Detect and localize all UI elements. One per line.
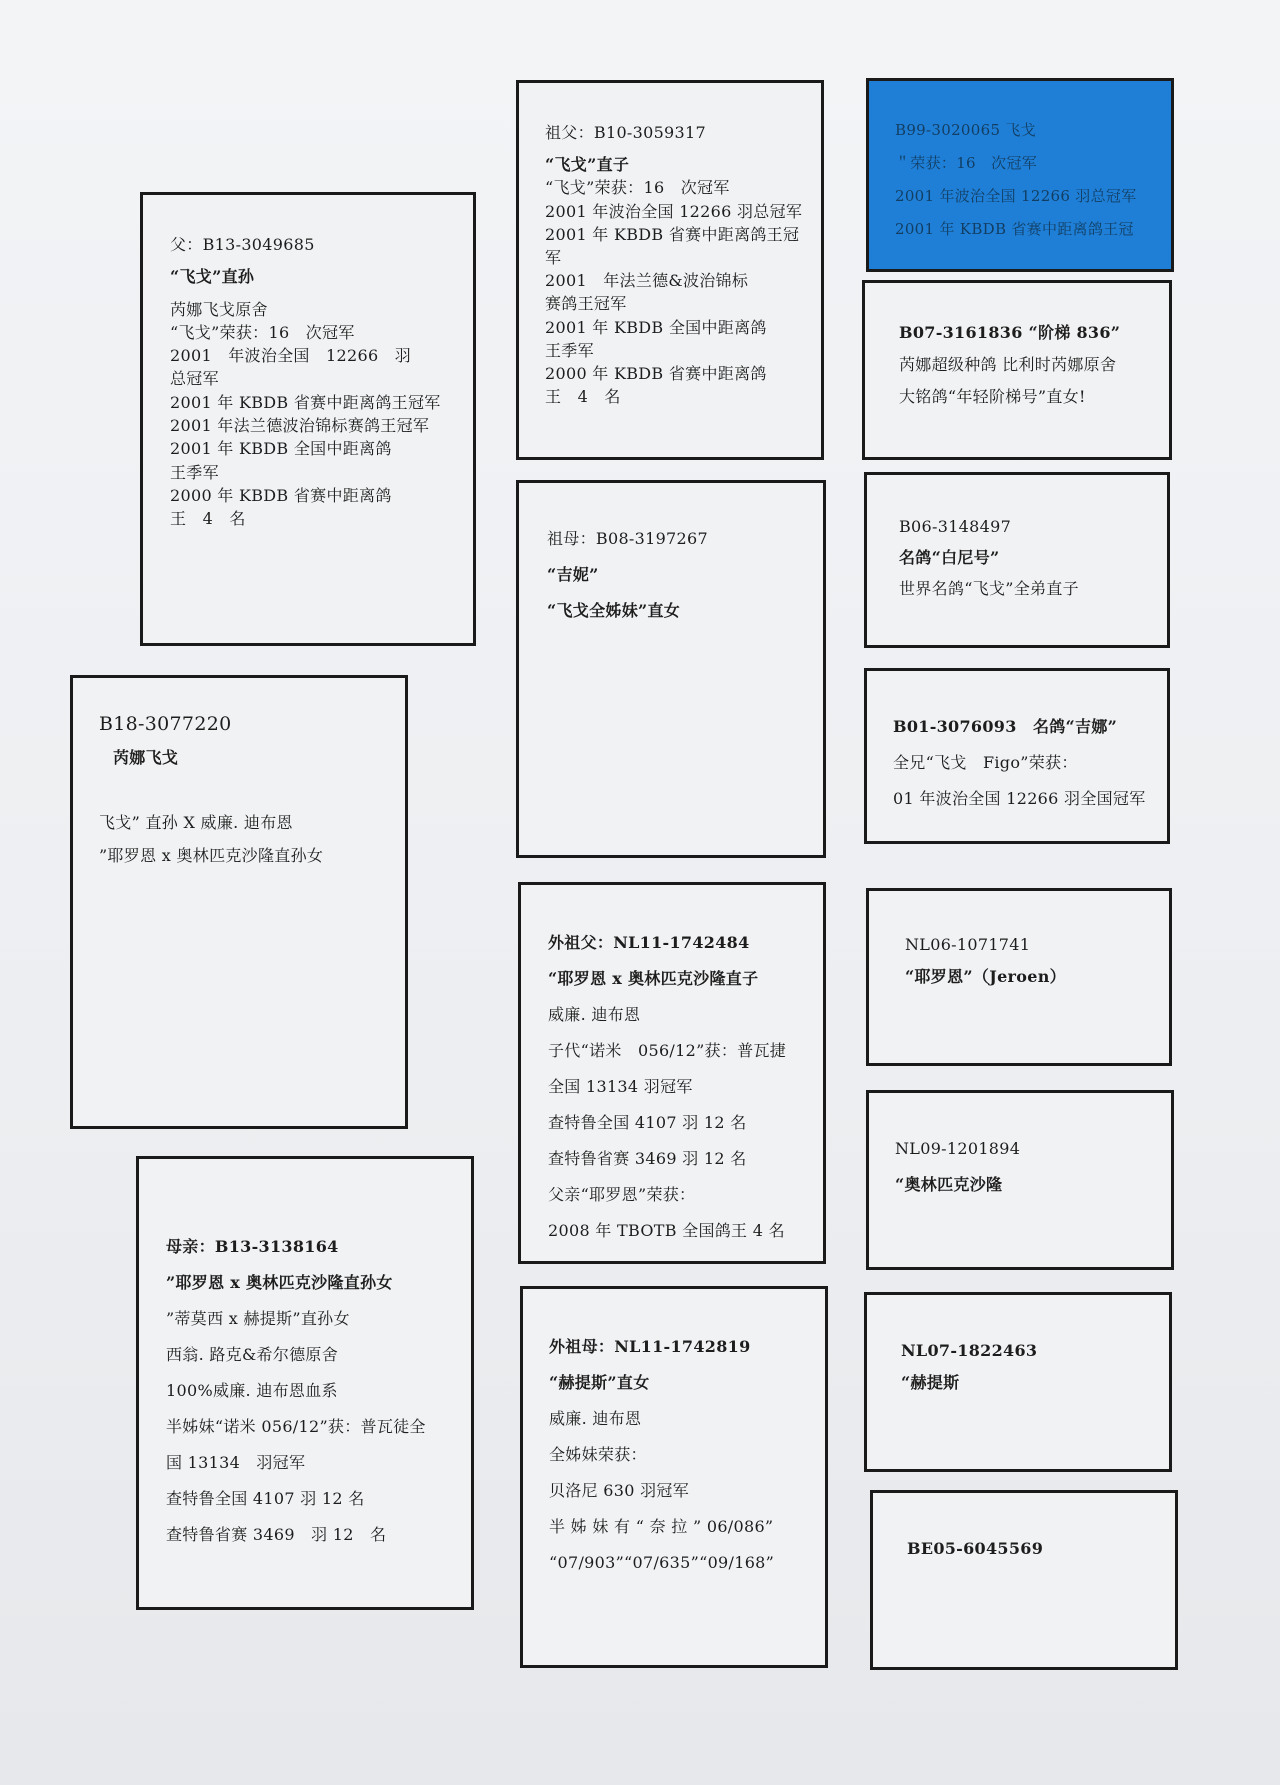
b06-line: 世界名鸽“飞戈”全弟直子 bbox=[899, 579, 1079, 598]
b99-ring: B99-3020065 飞戈 bbox=[895, 121, 1036, 139]
gf-line: 王季军 bbox=[545, 340, 594, 360]
gf-ring: 祖父：B10-3059317 bbox=[545, 123, 706, 142]
gf-line: 2000 年 KBDB 省赛中距离鸽 bbox=[545, 364, 767, 384]
mother-line: 查特鲁全国 4107 羽 12 名 bbox=[166, 1489, 365, 1508]
great-grandmother-b01-card bbox=[864, 668, 1170, 844]
be05-ring: BE05-6045569 bbox=[907, 1539, 1044, 1558]
b01-line: 全兄“飞戈 Figo”荣获： bbox=[893, 753, 1078, 772]
mother-line: 100%威廉. 迪布恩血系 bbox=[166, 1381, 338, 1400]
mgm-title: “赫提斯”直女 bbox=[549, 1373, 650, 1392]
father-line: 2001 年 KBDB 省赛中距离鸽王冠军 bbox=[170, 392, 441, 412]
mgf-line: 全国 13134 羽冠军 bbox=[548, 1077, 693, 1096]
father-line: 2000 年 KBDB 省赛中距离鸽 bbox=[170, 485, 392, 505]
mgm-line: “07/903”“07/635”“09/168” bbox=[549, 1553, 775, 1572]
father-line: 王季军 bbox=[170, 462, 219, 482]
father-line: 2001 年波治全国 12266 羽 bbox=[170, 346, 412, 366]
b06-ring: B06-3148497 bbox=[899, 517, 1012, 536]
mother-line: ”蒂莫西 x 赫提斯”直孙女 bbox=[166, 1309, 350, 1328]
gm-title: “飞戈全姊妹”直女 bbox=[547, 601, 681, 620]
b99-line: 2001 年 KBDB 省赛中距离鸽王冠 bbox=[895, 220, 1134, 238]
father-line: “飞戈”荣获：16 次冠军 bbox=[170, 322, 355, 342]
father-line: 2001 年法兰德波治锦标赛鸽王冠军 bbox=[170, 416, 430, 436]
nl07-ring: NL07-1822463 bbox=[901, 1341, 1038, 1360]
mother-line: 西翁. 路克&希尔德原舍 bbox=[166, 1345, 339, 1364]
father-ring: 父：B13-3049685 bbox=[170, 235, 315, 254]
maternal-grandmother-card bbox=[520, 1286, 828, 1668]
b07-line: 芮娜超级种鸽 比利时芮娜原舍 bbox=[899, 355, 1117, 374]
b99-line: 2001 年波治全国 12266 羽总冠军 bbox=[895, 187, 1137, 205]
mgm-line: 威廉. 迪布恩 bbox=[549, 1409, 642, 1428]
mgf-line: 父亲“耶罗恩”荣获： bbox=[548, 1185, 696, 1204]
mother-card bbox=[136, 1156, 474, 1610]
mgf-ring: 外祖父：NL11-1742484 bbox=[548, 933, 750, 952]
mgm-line: 半 姊 妹 有 “ 奈 拉 ” 06/086” bbox=[549, 1517, 774, 1536]
mother-line: 半姊妹“诺米 056/12”获：普瓦徒全 bbox=[166, 1417, 426, 1436]
mgm-line: 贝洛尼 630 羽冠军 bbox=[549, 1481, 690, 1500]
nl09-ring: NL09-1201894 bbox=[895, 1139, 1021, 1158]
gf-line: 2001 年法兰德&波治锦标 bbox=[545, 271, 749, 291]
paternal-grandmother-card bbox=[516, 480, 826, 858]
gm-ring: 祖母：B08-3197267 bbox=[547, 529, 708, 548]
b07-line: 大铭鸽“年轻阶梯号”直女! bbox=[899, 387, 1086, 406]
subject-line: 飞戈” 直孙 X 威廉. 迪布恩 bbox=[99, 813, 293, 832]
mgf-line: 查特鲁省赛 3469 羽 12 名 bbox=[548, 1149, 747, 1168]
mother-title: ”耶罗恩 x 奥林匹克沙隆直孙女 bbox=[166, 1273, 393, 1292]
nl06-name: “耶罗恩”（Jeroen） bbox=[905, 967, 1066, 986]
great-grandfather-nl06-card bbox=[866, 888, 1172, 1066]
mother-line: 查特鲁省赛 3469 羽 12 名 bbox=[166, 1525, 387, 1544]
gf-line: 王 4 名 bbox=[545, 387, 621, 407]
great-grandfather-be05-card bbox=[870, 1490, 1178, 1670]
gf-line: 2001 年 KBDB 全国中距离鸽 bbox=[545, 317, 767, 337]
mgf-title: “耶罗恩 x 奥林匹克沙隆直子 bbox=[548, 969, 759, 988]
subject-ring: B18-3077220 bbox=[99, 713, 232, 735]
mgm-line: 全姊妹荣获： bbox=[549, 1445, 647, 1464]
gf-line: “飞戈”荣获：16 次冠军 bbox=[545, 178, 730, 198]
nl06-ring: NL06-1071741 bbox=[905, 935, 1031, 954]
gf-line: 2001 年波治全国 12266 羽总冠军 bbox=[545, 201, 803, 221]
mother-ring: 母亲：B13-3138164 bbox=[166, 1237, 339, 1256]
mgf-line: 2008 年 TBOTB 全国鸽王 4 名 bbox=[548, 1221, 785, 1240]
father-line: 王 4 名 bbox=[170, 509, 246, 529]
great-grandfather-b06-card bbox=[864, 472, 1170, 648]
mgm-ring: 外祖母：NL11-1742819 bbox=[549, 1337, 751, 1356]
mother-line: 国 13134 羽冠军 bbox=[166, 1453, 306, 1472]
b01-line: 01 年波治全国 12266 羽全国冠军 bbox=[893, 789, 1146, 808]
paternal-grandfather-card bbox=[516, 80, 824, 460]
subject-line: ”耶罗恩 x 奥林匹克沙隆直孙女 bbox=[99, 846, 324, 865]
great-grandfather-b99-card bbox=[866, 78, 1174, 272]
gm-name: “吉妮” bbox=[547, 565, 599, 584]
b06-name: 名鸽“白尼号” bbox=[899, 548, 1000, 567]
b01-ring: B01-3076093 名鸽“吉娜” bbox=[893, 717, 1118, 736]
mgf-line: 查特鲁全国 4107 羽 12 名 bbox=[548, 1113, 747, 1132]
mgf-line: 子代“诺米 056/12”获：普瓦捷 bbox=[548, 1041, 787, 1060]
b07-ring: B07-3161836 “阶梯 836” bbox=[899, 323, 1121, 342]
father-card bbox=[140, 192, 476, 646]
maternal-grandfather-card bbox=[518, 882, 826, 1264]
gf-title: “飞戈”直子 bbox=[545, 155, 630, 175]
gf-line: 赛鸽王冠军 bbox=[545, 294, 627, 314]
father-line: 2001 年 KBDB 全国中距离鸽 bbox=[170, 439, 392, 459]
great-grandmother-nl09-card bbox=[866, 1090, 1174, 1270]
nl09-name: “奥林匹克沙隆 bbox=[895, 1175, 1003, 1194]
nl07-name: “赫提斯 bbox=[901, 1373, 960, 1392]
mgf-line: 威廉. 迪布恩 bbox=[548, 1005, 641, 1024]
father-loft: 芮娜飞戈原舍 bbox=[170, 299, 268, 319]
gf-line: 军 bbox=[545, 248, 562, 268]
father-line: 总冠军 bbox=[170, 369, 219, 389]
subject-card bbox=[70, 675, 408, 1129]
father-title: “飞戈”直孙 bbox=[170, 267, 255, 287]
subject-name: 芮娜飞戈 bbox=[113, 748, 179, 767]
b99-line: ＂荣获：16 次冠军 bbox=[895, 154, 1038, 172]
great-grandmother-b07-card bbox=[862, 280, 1172, 460]
great-grandmother-nl07-card bbox=[864, 1292, 1172, 1472]
gf-line: 2001 年 KBDB 省赛中距离鸽王冠 bbox=[545, 224, 800, 244]
